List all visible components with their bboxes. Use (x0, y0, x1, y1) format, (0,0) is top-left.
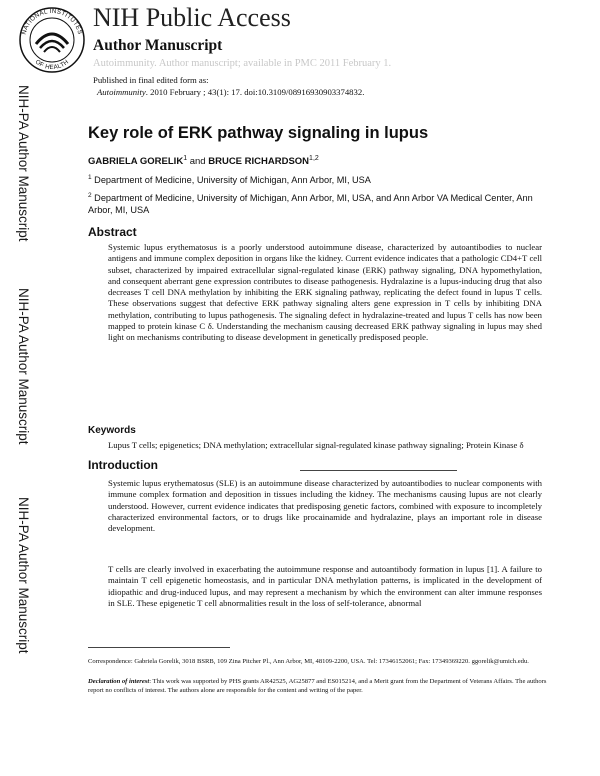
author1-affiliation-mark: 1 (183, 155, 188, 162)
citation (97, 87, 364, 98)
citation-details: . 2010 February ; 43(1): 17. doi:10.3109/08916930903374832. (145, 87, 365, 97)
affiliation-2-text: Department of Medicine, University of Michigan, Ann Arbor, MI, USA, and Ann Arbor VA Medical Center, Ann Arbor, MI, USA (88, 193, 533, 216)
keywords-text: Lupus T cells; epigenetics; DNA methylation; extracellular signal-regulated kinase pathway signaling; Protein Kinase δ (108, 440, 524, 450)
svg-text:NATIONAL INSTITUTES: NATIONAL INSTITUTES (20, 7, 84, 36)
footnote-divider (88, 647, 230, 648)
paper-title: Key role of ERK pathway signaling in lupus (88, 124, 429, 142)
author-conjunction: and (187, 156, 209, 168)
side-label-middle: NIH-PA Author Manuscript (16, 288, 31, 445)
nih-public-access-title: NIH Public Access (93, 3, 291, 32)
published-label: Published in final edited form as: (93, 75, 209, 85)
nih-seal-logo (18, 6, 86, 74)
author-gorelik: GABRIELA GORELIK (88, 156, 184, 168)
introduction-paragraph-2: T cells are clearly involved in exacerbating the autoimmune response and autoantibody formation in lupus [1]. A failure to maintain T cell epigenetic homeostasis, and in particular DNA methylation patterns, is implicated in the development of idiopathic and drug-induced lupus, and may represent a mechanism by which the environment can alter immune responses in SLE. These epigenetic T cell abnormalities result in the loss of self-tolerance, abnormal (108, 564, 542, 608)
author-manuscript-label: Author Manuscript (93, 37, 223, 54)
declaration-text: : This work was supported by PHS grants AR42525, AG25877 and ES015214, and a Merit grant from the Department of Veterans Affairs. The authors report no conflicts of interest. The authors alone are responsible for the content and writing of the paper. (88, 678, 547, 694)
affiliation-1 (88, 172, 558, 186)
introduction-heading: Introduction (88, 458, 158, 472)
author-list (88, 155, 319, 167)
introduction-paragraph-1: Systemic lupus erythematosus (SLE) is an autoimmune disease characterized by autoantibodies to nuclear components with immune complex formation and deposition in tissues including the kidney. The mechanisms causing lupus are not clearly understood. However, current evidence indicates that predisposing genetic factors, combined with exposure to incompletely characterized environmental factors, or to drugs like procainamide and hydralazine, plays an important role in disease development. (108, 478, 542, 534)
svg-text:OF HEALTH: OF HEALTH (33, 58, 71, 72)
affiliation-2-mark: 2 (88, 192, 92, 199)
author-richardson: BRUCE RICHARDSON (208, 156, 310, 168)
section-divider (300, 470, 457, 471)
side-label-bottom: NIH-PA Author Manuscript (16, 497, 31, 654)
citation-journal: Autoimmunity (97, 87, 146, 97)
declaration-footnote (88, 678, 554, 695)
side-label-top: NIH-PA Author Manuscript (16, 85, 31, 242)
declaration-label: Declaration of interest (88, 678, 150, 685)
correspondence-footnote: Correspondence: Gabriela Gorelik, 3018 BSRB, 109 Zina Pitcher Pl., Ann Arbor, MI, 48109-2200, USA. Tel: 17346152061; Fax: 17349369220. ggorelik@umich.edu. (88, 658, 529, 665)
abstract-text: Systemic lupus erythematosus is a poorly understood autoimmune disease, characterized by autoantibodies to nuclear antigens and immune complex deposition in organs like the kidney. Current evidence indicates that a pathologic CD4+T cell subset, characterized by impaired extracellular signal-regulated kinase (ERK) pathway signaling, DNA hypomethylation, and consequent aberrant gene expression contributes to disease pathogenesis. Hydralazine is a lupus-inducing drug that also decreases T cell DNA methylation by inhibiting the ERK signaling pathway, replicating the defect found in lupus T cells. These observations suggest that defective ERK pathway signaling alters gene expression in T cells by inhibiting DNA methylation, contributing to lupus pathogenesis. The signaling defect in hydralazine-treated and lupus T cells has now been mapped to protein kinase C δ. Understanding the mechanism causing decreased ERK pathway signaling in lupus may shed light on mechanisms contributing to disease development in genetically predisposed people. (108, 242, 542, 343)
affiliation-1-mark: 1 (88, 174, 92, 181)
pmc-availability-note: Autoimmunity. Author manuscript; available in PMC 2011 February 1. (93, 58, 392, 69)
affiliation-2 (88, 190, 558, 216)
keywords-heading: Keywords (88, 425, 136, 436)
affiliation-1-text: Department of Medicine, University of Michigan, Ann Arbor, MI, USA (91, 175, 371, 186)
author2-affiliation-mark: 1,2 (309, 155, 319, 162)
abstract-heading: Abstract (88, 225, 137, 239)
